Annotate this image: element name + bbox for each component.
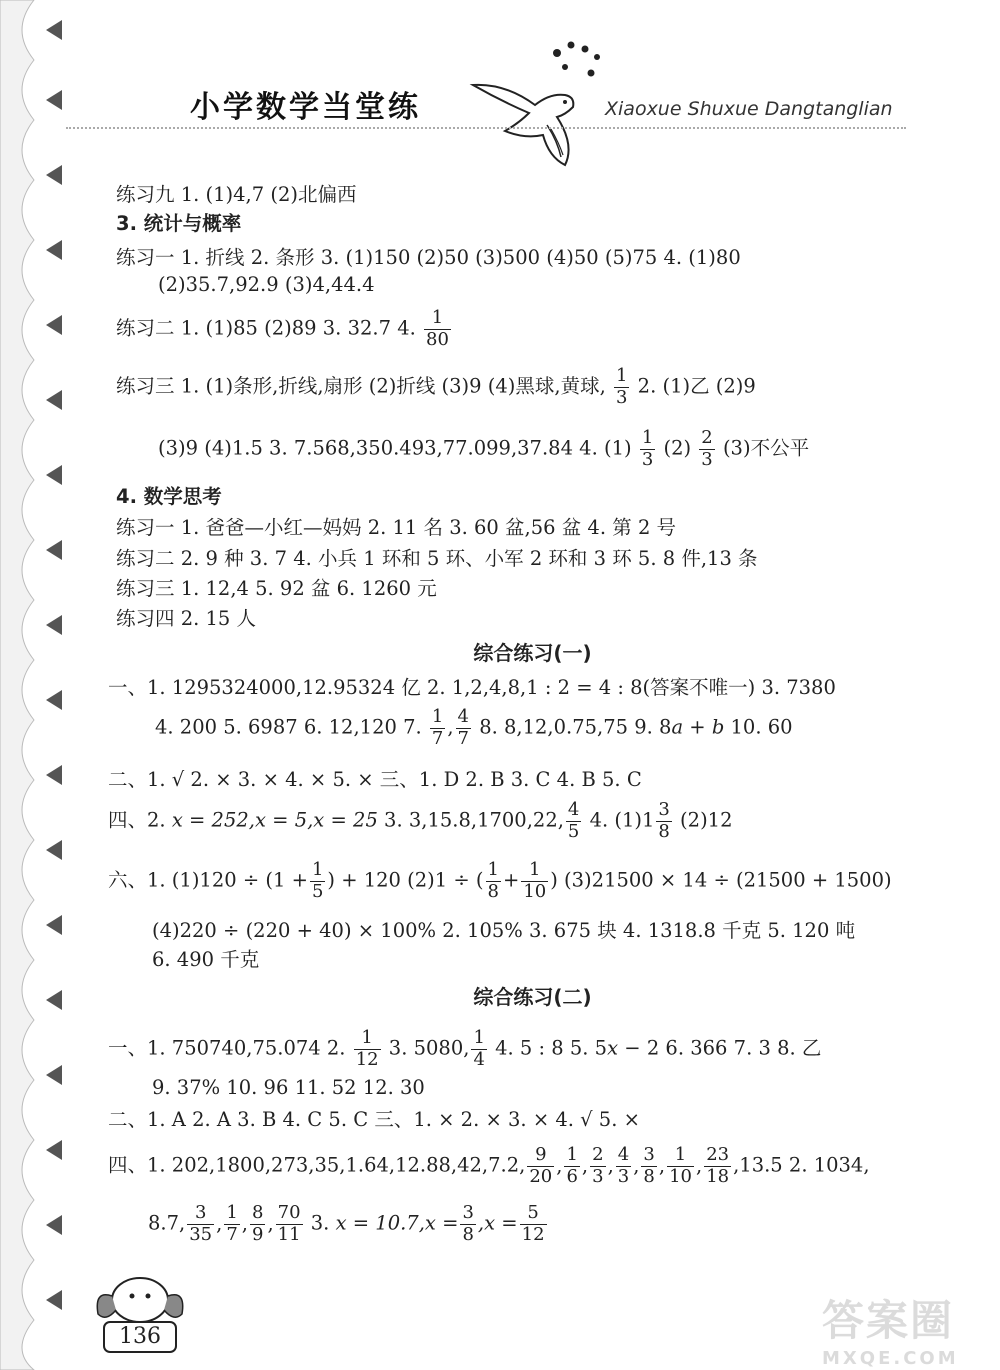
numerator: 1 <box>226 1202 238 1223</box>
denominator: 7 <box>226 1223 238 1245</box>
separator: , <box>216 1211 223 1235</box>
page-header <box>0 0 1000 175</box>
fraction <box>430 707 445 749</box>
numerator: 3 <box>187 1203 214 1225</box>
numerator: 9 <box>527 1145 554 1167</box>
text: 3. 5080, <box>388 1036 470 1060</box>
denominator: 8 <box>643 1165 655 1187</box>
text: ) + 120 (2)1 ÷ ( <box>327 868 484 892</box>
fraction <box>564 1145 579 1187</box>
numerator: 1 <box>616 365 628 386</box>
text: 8.7, <box>148 1211 186 1235</box>
fraction <box>521 860 548 902</box>
text: 4. 5 : 8 5. 5 <box>495 1036 608 1060</box>
fraction <box>187 1203 214 1245</box>
text: ) (3)21500 × 14 ÷ (21500 + 1500) <box>550 868 892 892</box>
numerator: 1 <box>424 308 451 330</box>
denominator: 5 <box>311 880 324 902</box>
denominator: 3 <box>616 386 628 408</box>
denominator: 18 <box>706 1165 730 1187</box>
fraction <box>704 1145 731 1187</box>
fraction <box>250 1203 265 1245</box>
watermark-url: MXQE.COM <box>822 1348 959 1369</box>
numerator: 23 <box>706 1144 730 1165</box>
fraction <box>667 1145 694 1187</box>
answer-line: 练习九 1. (1)4,7 (2)北偏西 <box>116 183 357 206</box>
text: 四、1. 202,1800,273,35,1.64,12.88,42,7.2, <box>108 1153 526 1177</box>
numerator: 1 <box>487 859 499 880</box>
fraction <box>614 366 629 408</box>
text: (3)不公平 <box>722 436 810 460</box>
answer-line <box>108 800 733 842</box>
text: , <box>447 715 454 739</box>
fraction <box>656 800 671 842</box>
denominator: 11 <box>277 1223 301 1245</box>
numerator: 3 <box>658 799 670 820</box>
numerator: 1 <box>431 706 444 727</box>
numerator: 4 <box>617 1144 630 1165</box>
separator: , <box>695 1153 703 1177</box>
text: 3. <box>304 1211 330 1235</box>
answer-line: 练习三 1. 12,4 5. 92 盆 6. 1260 元 <box>116 577 437 600</box>
variable: x <box>607 1036 619 1060</box>
separator: , <box>267 1211 274 1235</box>
numerator: 1 <box>473 1027 485 1048</box>
answer-line: 9. 37% 10. 96 11. 52 12. 30 <box>152 1076 425 1099</box>
numerator: 5 <box>520 1203 547 1225</box>
separator: , <box>581 1153 589 1177</box>
fraction <box>224 1203 239 1245</box>
watermark-logo: 答案圈 <box>822 1296 955 1345</box>
text: (2) <box>663 436 692 460</box>
separator: , <box>607 1153 614 1177</box>
denominator: 8 <box>658 820 670 842</box>
fraction <box>566 800 581 842</box>
separator: , <box>633 1153 640 1177</box>
text: − 2 6. 366 7. 3 8. 乙 <box>618 1036 822 1060</box>
numerator: 2 <box>592 1144 604 1165</box>
text: 练习三 1. (1)条形,折线,扇形 (2)折线 (3)9 (4)黑球,黄球, <box>116 374 606 398</box>
denominator: 7 <box>431 727 444 749</box>
text: 3. 3,15.8,1700,22, <box>377 808 564 832</box>
answer-line <box>116 366 756 408</box>
fraction <box>486 860 501 902</box>
fraction <box>276 1203 303 1245</box>
numerator: 1 <box>667 1145 694 1167</box>
section-heading: 4. 数学思考 <box>116 485 222 508</box>
section-title: 综合练习(二) <box>473 985 592 1009</box>
equation: ,x = <box>477 1211 518 1235</box>
numerator: 1 <box>521 860 548 882</box>
book-title-pinyin: Xiaoxue Shuxue Dangtanglian <box>605 98 893 120</box>
answer-line: 练习四 2. 15 人 <box>116 607 257 630</box>
text: ,13.5 2. 1034, <box>733 1153 870 1177</box>
numerator: 2 <box>701 427 713 448</box>
page-number-badge <box>90 1270 190 1360</box>
denominator: 3 <box>592 1165 604 1187</box>
denominator: 7 <box>457 727 469 749</box>
text: + <box>502 868 520 892</box>
answer-line <box>148 1203 549 1245</box>
denominator: 3 <box>701 448 713 470</box>
watermark <box>822 1288 992 1368</box>
fraction-list <box>185 1202 304 1245</box>
separator: , <box>241 1211 248 1235</box>
answer-line <box>116 308 453 350</box>
answer-line: 二、1. A 2. A 3. B 4. C 5. C 三、1. × 2. × 3. × 4. √ 5. × <box>108 1108 640 1131</box>
numerator: 70 <box>277 1202 301 1223</box>
denominator: 10 <box>669 1165 692 1187</box>
section-title: 综合练习(一) <box>473 641 592 665</box>
separator: , <box>658 1153 666 1177</box>
answer-line: (4)220 ÷ (220 + 40) × 100% 2. 105% 3. 675 块 4. 1318.8 千克 5. 120 吨 <box>152 919 856 942</box>
answer-line: (2)35.7,92.9 (3)4,44.4 <box>158 273 375 296</box>
denominator: 6 <box>566 1165 578 1187</box>
page-number: 136 <box>119 1324 161 1349</box>
numerator: 8 <box>251 1202 264 1223</box>
numerator: 3 <box>462 1202 474 1223</box>
fraction <box>616 1145 631 1187</box>
fraction <box>456 707 471 749</box>
denominator: 5 <box>567 820 580 842</box>
answer-line <box>108 1028 821 1070</box>
text: (2)12 <box>673 808 733 832</box>
denominator: 3 <box>641 448 654 470</box>
answer-line: 练习一 1. 折线 2. 条形 3. (1)150 (2)50 (3)500 (4)50 (5)75 4. (1)80 <box>116 246 741 269</box>
denominator: 12 <box>355 1048 379 1070</box>
text: (3)9 (4)1.5 3. 7.568,350.493,77.099,37.84 4. (1) <box>158 436 632 460</box>
text: 10. 60 <box>724 715 793 739</box>
decorative-left-border <box>0 0 70 1370</box>
text: 练习二 1. (1)85 (2)89 3. 32.7 4. <box>116 316 416 340</box>
separator: , <box>556 1153 563 1177</box>
text: 2. (1)乙 (2)9 <box>637 374 756 398</box>
answer-line <box>108 1145 870 1187</box>
numerator: 4 <box>567 799 580 820</box>
fraction <box>640 428 655 470</box>
fraction-list <box>525 1144 733 1187</box>
denominator: 80 <box>426 328 449 350</box>
fraction <box>310 860 325 902</box>
answer-line: 一、1. 1295324000,12.95324 亿 2. 1,2,4,8,1 : 2 = 4 : 8(答案不唯一) 3. 7380 <box>108 676 836 699</box>
denominator: 20 <box>529 1165 553 1187</box>
equation: x = 10.7,x = <box>335 1211 459 1235</box>
denominator: 12 <box>521 1223 545 1245</box>
book-title: 小学数学当堂练 <box>190 90 421 125</box>
numerator: 4 <box>457 706 469 727</box>
text: 六、1. (1)120 ÷ (1 + <box>108 868 308 892</box>
fraction <box>590 1145 605 1187</box>
header-rule <box>66 127 906 129</box>
answer-line: 练习一 1. 爸爸—小红—妈妈 2. 11 名 3. 60 盆,56 盆 4. 第 2 号 <box>116 516 677 539</box>
fraction <box>641 1145 656 1187</box>
fraction <box>527 1145 554 1187</box>
denominator: 35 <box>189 1223 213 1245</box>
denominator: 8 <box>462 1223 474 1245</box>
fraction <box>460 1203 475 1245</box>
text: 8. 8,12,0.75,75 9. 8 <box>479 715 672 739</box>
equation: x = 252,x = 5,x = 25 <box>171 808 378 832</box>
section-heading: 3. 统计与概率 <box>116 212 242 235</box>
fraction <box>424 308 451 350</box>
numerator: 3 <box>643 1144 655 1165</box>
numerator: 1 <box>354 1028 381 1050</box>
variable: a + b <box>671 715 725 739</box>
text: 4. 200 5. 6987 6. 12,120 7. <box>155 715 422 739</box>
denominator: 9 <box>251 1223 264 1245</box>
answer-line <box>158 428 809 470</box>
denominator: 8 <box>487 880 499 902</box>
answer-line: 6. 490 千克 <box>152 948 260 971</box>
answer-line: 练习二 2. 9 种 3. 7 4. 小兵 1 环和 5 环、小军 2 环和 3 环 5. 8 件,13 条 <box>116 547 758 570</box>
answer-line <box>108 860 892 902</box>
numerator: 1 <box>566 1144 578 1165</box>
answer-line: 二、1. √ 2. × 3. × 4. × 5. × 三、1. D 2. B 3. C 4. B 5. C <box>108 768 642 791</box>
text: 一、1. 750740,75.074 2. <box>108 1036 346 1060</box>
fraction <box>520 1203 547 1245</box>
fraction <box>699 428 714 470</box>
numerator: 1 <box>641 427 654 448</box>
answer-line <box>155 707 793 749</box>
denominator: 3 <box>617 1165 630 1187</box>
denominator: 4 <box>473 1048 485 1070</box>
denominator: 10 <box>523 880 547 902</box>
fraction <box>354 1028 381 1070</box>
fraction <box>471 1028 486 1070</box>
text: 4. (1)1 <box>583 808 655 832</box>
numerator: 1 <box>311 859 324 880</box>
bird-icon <box>465 35 605 175</box>
text: 四、2. <box>108 808 166 832</box>
